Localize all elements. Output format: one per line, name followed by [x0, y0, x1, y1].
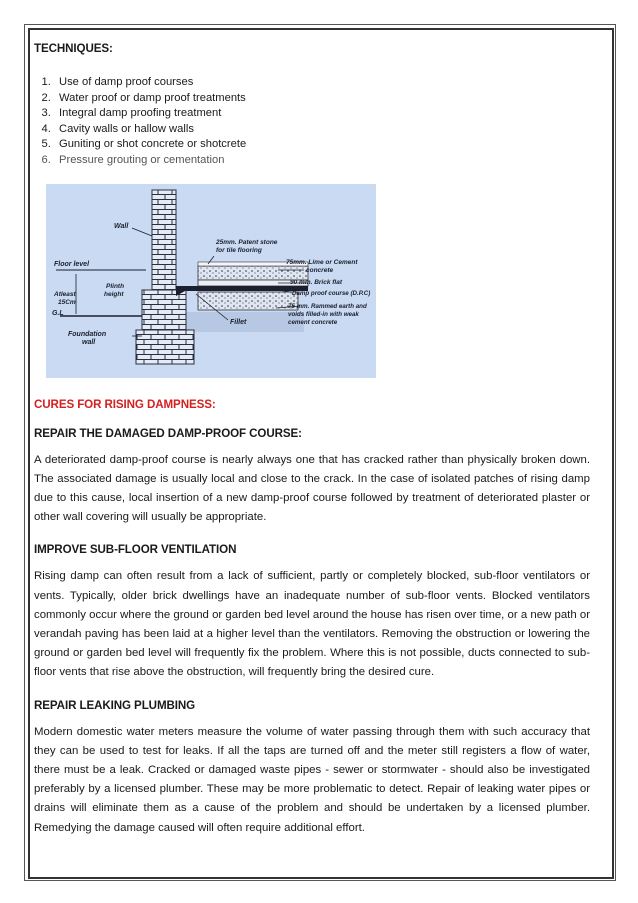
label-rammed-earth-3: cement concrete	[288, 318, 338, 326]
list-item: 5. Guniting or shot concrete or shotcrete	[54, 137, 590, 153]
label-floor-level: Floor level	[54, 260, 90, 268]
list-item: 6. Pressure grouting or cementation	[54, 153, 590, 169]
wall-bricks	[152, 190, 176, 290]
label-brick-flat: 90 mm. Brick flat	[290, 278, 343, 286]
section-heading: REPAIR THE DAMAGED DAMP-PROOF COURSE:	[34, 426, 302, 440]
label-foundation: Foundation	[68, 330, 107, 338]
damp-proof-course-diagram	[46, 184, 376, 378]
label-fillet: Fillet	[230, 318, 247, 326]
label-patent-stone: 25mm. Patent stone	[216, 238, 278, 246]
label-gl: G.L	[52, 309, 64, 317]
list-item: 4. Cavity walls or hallow walls	[54, 122, 590, 138]
label-dpc: Damp proof course (D.P.C)	[292, 289, 371, 297]
list-item: 2. Water proof or damp proof treatments	[54, 91, 590, 107]
lime-concrete-layer	[198, 266, 308, 280]
list-item: 1. Use of damp proof courses	[54, 75, 590, 91]
techniques-heading: TECHNIQUES:	[34, 42, 113, 55]
techniques-list	[34, 75, 590, 169]
section-body: A deteriorated damp-proof course is nearly always one that has cracked rather than physically broken down. The associated damage is usually local and close to the crack. In the case of isolated patches of rising damp due to this cause, local insertion of a new damp-proof course followed by treatment of deteriorated plaster or other wall covering will usually be appropriate.	[34, 453, 590, 524]
label-plinth-height: height	[104, 290, 124, 298]
label-lime-concrete-2: concrete	[306, 266, 334, 274]
cures-heading: CURES FOR RISING DAMPNESS:	[34, 397, 216, 411]
label-rammed-earth-2: voids filled-in with weak	[288, 310, 359, 318]
label-rammed-earth: 75 mm. Rammed earth and	[288, 302, 367, 310]
list-item: 3. Integral damp proofing treatment	[54, 106, 590, 122]
label-lime-concrete: 75mm. Lime or Cement	[286, 258, 358, 266]
section-body: Rising damp can often result from a lack of sufficient, partly or completely blocked, sub-floor ventilators or vents. Typically, older brick dwellings have an inadequate number of sub-floor vents. Blocked ventilators commonly occur where the ground or garden bed level around the house has risen over time, or a new path or verandah paving has been laid at a higher level than the ventilators. Removing the obstruction or lowering the ground or garden bed level will frequently fix the problem. Where this is not possible, ducts connected to sub-floor vents that rise above the obstruction, will frequently bring the desired cure.	[34, 570, 590, 679]
section-body: Modern domestic water meters measure the volume of water passing through them with such accuracy that they can be used to test for leaks. If all the taps are turned off and the meter still registers a flow of water, there must be a leak. Cracked or damaged waste pipes - sewer or stormwater - should also be investigated preferably by a licensed plumber. These may be more problematic to detect. Repair of leaking water pipes or drains will eliminate them as a cause of the problem and should be undertaken by a licensed plumber. Remedying the damage caused will often require additional effort.	[34, 725, 590, 834]
plinth-bricks	[142, 290, 186, 330]
label-plinth: Plinth	[106, 282, 125, 290]
foundation-bricks	[136, 330, 194, 364]
label-atleast-cm: 15Cm	[58, 298, 76, 306]
dpc-layer	[176, 286, 308, 291]
label-patent-stone-2: for tile flooring	[216, 246, 262, 254]
page-content	[34, 42, 590, 838]
section-heading: REPAIR LEAKING PLUMBING	[34, 698, 196, 712]
section-heading: IMPROVE SUB-FLOOR VENTILATION	[34, 543, 237, 557]
label-foundation-wall: wall	[82, 338, 96, 346]
label-atleast: Atleast	[54, 290, 76, 298]
label-wall: Wall	[114, 222, 129, 230]
diagram-illustration	[46, 184, 376, 378]
